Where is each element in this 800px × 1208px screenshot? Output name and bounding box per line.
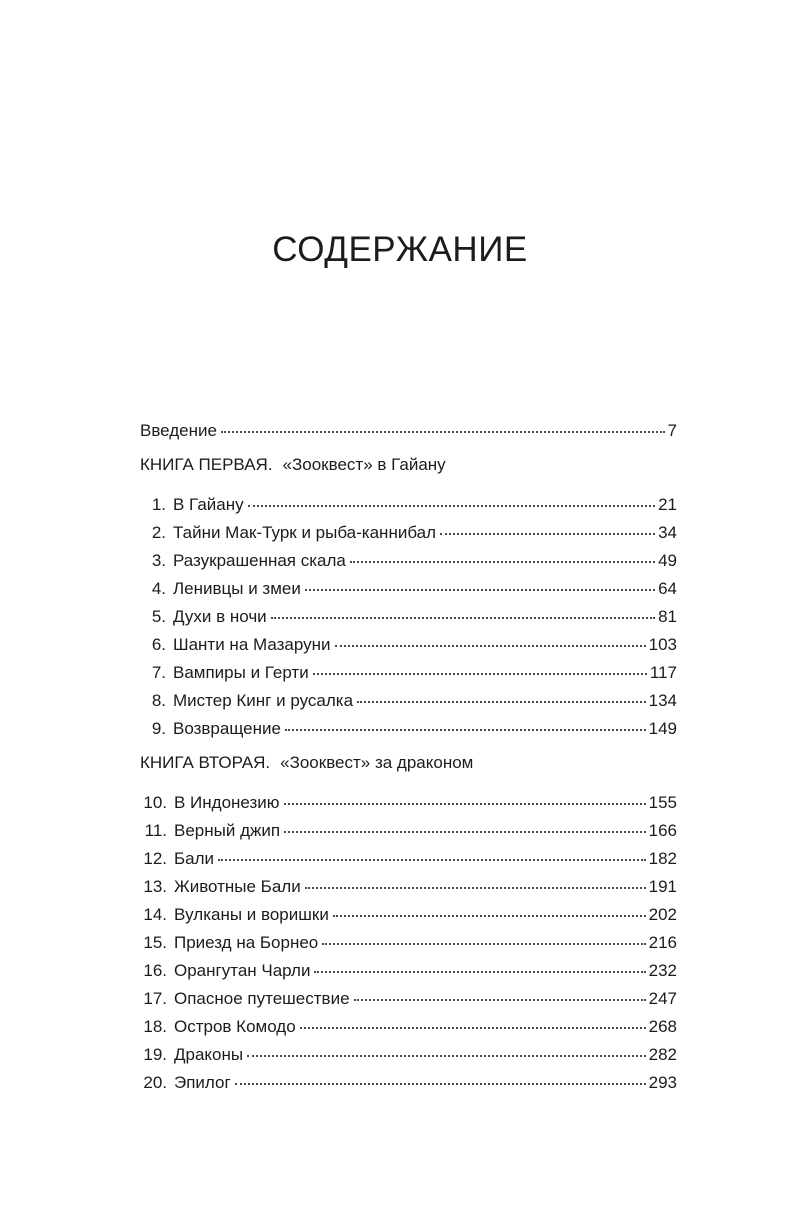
toc-entry (140, 490, 677, 518)
dot-leader (357, 701, 646, 703)
toc-entry (140, 1068, 677, 1096)
chapter-page: 202 (648, 905, 677, 924)
chapter-title: Тайни Мак-Турк и рыба-каннибал (173, 523, 437, 542)
chapter-page: 49 (658, 551, 677, 570)
chapter-number: 16. (143, 961, 167, 980)
chapter-page: 182 (648, 849, 677, 868)
chapter-title: Мистер Кинг и русалка (173, 691, 354, 710)
chapter-page: 34 (658, 523, 677, 542)
toc-entry (140, 788, 677, 816)
toc-entry (140, 1040, 677, 1068)
chapter-page: 149 (648, 719, 677, 738)
book-one-chapter-list (140, 490, 677, 742)
toc-entry (140, 574, 677, 602)
chapter-title: В Гайану (173, 495, 244, 514)
chapter-number: 4. (151, 579, 166, 598)
chapter-title: Животные Бали (174, 877, 301, 896)
chapter-title: В Индонезию (174, 793, 280, 812)
chapter-number: 19. (143, 1045, 167, 1064)
book-one-subtitle: «Зооквест» в Гайану (282, 455, 446, 474)
dot-leader (314, 971, 645, 973)
toc-entry (140, 546, 677, 574)
toc-entry (140, 658, 677, 686)
chapter-title: Бали (174, 849, 215, 868)
table-of-contents (140, 416, 677, 1096)
chapter-page: 103 (648, 635, 677, 654)
toc-entry (140, 630, 677, 658)
book-one-title: КНИГА ПЕРВАЯ. (140, 455, 273, 474)
toc-entry (140, 816, 677, 844)
chapter-page: 21 (658, 495, 677, 514)
dot-leader (248, 505, 655, 507)
dot-leader (305, 589, 655, 591)
chapter-title: Разукрашенная скала (173, 551, 346, 570)
chapter-title: Эпилог (174, 1073, 231, 1092)
chapter-number: 3. (151, 551, 166, 570)
dot-leader (440, 533, 655, 535)
chapter-page: 134 (648, 691, 677, 710)
chapter-title: Вулканы и воришки (174, 905, 329, 924)
toc-entry (140, 714, 677, 742)
chapter-number: 18. (143, 1017, 167, 1036)
chapter-title: Ленивцы и змеи (173, 579, 301, 598)
chapter-number: 12. (143, 849, 167, 868)
toc-entry (140, 928, 677, 956)
chapter-number: 1. (151, 495, 166, 514)
chapter-page: 247 (648, 989, 677, 1008)
chapter-number: 10. (143, 793, 167, 812)
toc-entry (140, 872, 677, 900)
chapter-page: 64 (658, 579, 677, 598)
book-two-chapter-list (140, 788, 677, 1096)
chapter-page: 155 (648, 793, 677, 812)
chapter-number: 13. (143, 877, 167, 896)
dot-leader (354, 999, 646, 1001)
dot-leader (284, 831, 646, 833)
chapter-page: 166 (648, 821, 677, 840)
chapter-title: Опасное путешествие (174, 989, 350, 1008)
toc-entry (140, 900, 677, 928)
chapter-page: 81 (658, 607, 677, 626)
toc-entry (140, 984, 677, 1012)
book-one-heading (140, 450, 677, 478)
chapter-page: 293 (648, 1073, 677, 1092)
chapter-number: 11. (144, 821, 167, 840)
dot-leader (313, 673, 647, 675)
book-two-heading (140, 748, 677, 776)
toc-entry-intro (140, 416, 677, 444)
chapter-number: 7. (151, 663, 166, 682)
dot-leader (221, 431, 665, 433)
chapter-number: 14. (143, 905, 167, 924)
chapter-number: 6. (151, 635, 166, 654)
toc-entry-page: 7 (667, 421, 677, 440)
chapter-number: 17. (143, 989, 167, 1008)
page-title: СОДЕРЖАНИЕ (272, 230, 528, 269)
chapter-number: 9. (151, 719, 166, 738)
dot-leader (285, 729, 646, 731)
chapter-title: Верный джип (174, 821, 281, 840)
chapter-page: 268 (648, 1017, 677, 1036)
chapter-page: 117 (649, 663, 677, 682)
dot-leader (271, 617, 655, 619)
chapter-number: 15. (143, 933, 167, 952)
chapter-number: 5. (151, 607, 166, 626)
dot-leader (335, 645, 646, 647)
book-two-subtitle: «Зооквест» за драконом (280, 753, 474, 772)
chapter-number: 2. (151, 523, 166, 542)
chapter-number: 20. (143, 1073, 167, 1092)
chapter-title: Приезд на Борнео (174, 933, 319, 952)
book-two-title: КНИГА ВТОРАЯ. (140, 753, 271, 772)
chapter-title: Остров Комодо (174, 1017, 296, 1036)
chapter-title: Шанти на Мазаруни (173, 635, 331, 654)
chapter-page: 282 (648, 1045, 677, 1064)
toc-entry (140, 844, 677, 872)
chapter-title: Возвращение (173, 719, 281, 738)
chapter-page: 232 (648, 961, 677, 980)
toc-entry-label: Введение (140, 421, 217, 440)
toc-entry (140, 1012, 677, 1040)
chapter-page: 216 (648, 933, 677, 952)
dot-leader (284, 803, 646, 805)
chapter-number: 8. (151, 691, 166, 710)
chapter-title: Драконы (174, 1045, 244, 1064)
chapter-title: Вампиры и Герти (173, 663, 309, 682)
toc-entry (140, 518, 677, 546)
dot-leader (218, 859, 646, 861)
chapter-title: Орангутан Чарли (174, 961, 311, 980)
dot-leader (305, 887, 646, 889)
toc-entry (140, 602, 677, 630)
toc-entry (140, 956, 677, 984)
dot-leader (300, 1027, 646, 1029)
chapter-title: Духи в ночи (173, 607, 267, 626)
dot-leader (322, 943, 645, 945)
toc-entry (140, 686, 677, 714)
dot-leader (333, 915, 646, 917)
dot-leader (350, 561, 655, 563)
dot-leader (235, 1083, 646, 1085)
chapter-page: 191 (648, 877, 677, 896)
dot-leader (247, 1055, 646, 1057)
